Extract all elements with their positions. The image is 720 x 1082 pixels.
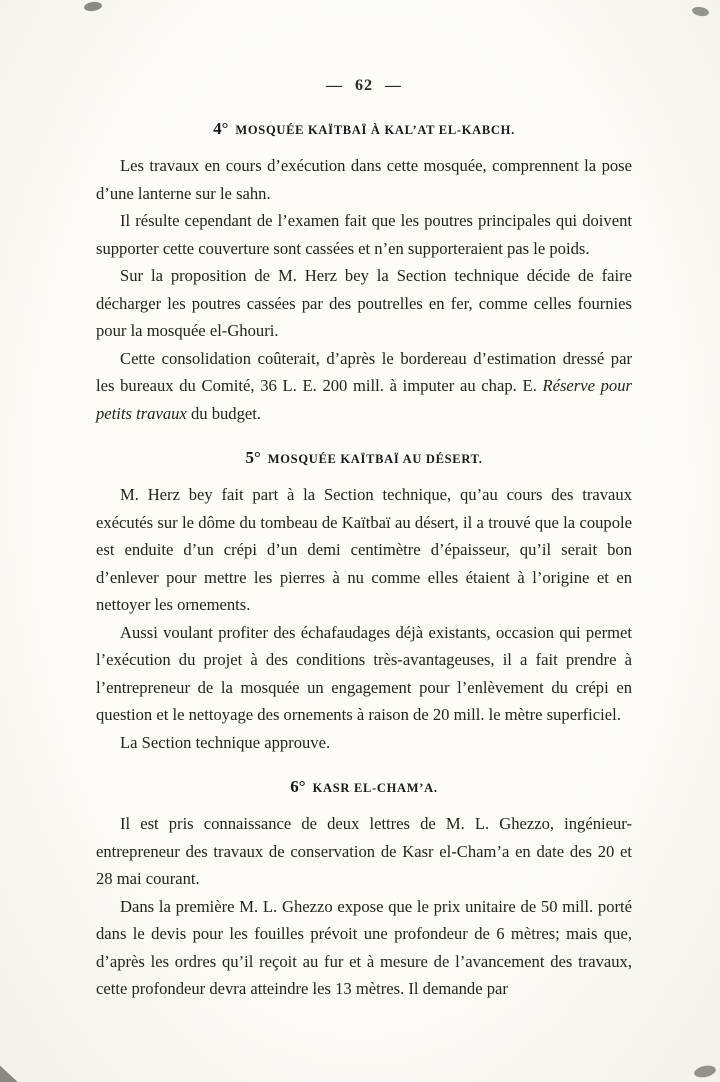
- section-heading: [96, 116, 632, 141]
- paragraph: Dans la première M. L. Ghezzo expose que le prix unitaire de 50 mill. porté dans le devis pour les fouilles prévoit une profondeur de 6 mètres; mais que, d’après les ordres qu’il reçoit au fur et à mesure de l’avancement des travaux, cette profondeur devra atteindre les 13 mètres. Il demande par: [96, 896, 632, 998]
- section-title: KASR EL-CHAM’A.: [312, 781, 438, 795]
- paragraph: Les travaux en cours d’exécution dans cette mosquée, comprennent la pose d’une lanterne sur le sahn.: [96, 156, 632, 203]
- paragraph-text: du budget.: [186, 403, 261, 423]
- section-heading: [96, 774, 632, 799]
- page-content: [96, 74, 632, 1003]
- paragraph: Aussi voulant profiter des échafaudages déjà existants, occasion qui permet l’exécution du projet à des conditions très-avantageuses, il a fait prendre à l’entrepreneur de la mosquée un engagement pour l’enlèvement du crépi en question et le nettoyage des ornements à raison de 20 mill. le mètre superficiel.: [96, 622, 632, 724]
- section-number: 4°: [213, 119, 229, 138]
- section-title: MOSQUÉE KAÏTBAÏ AU DÉSERT.: [267, 452, 483, 466]
- section-title: MOSQUÉE KAÏTBAÏ À KAL’AT EL-KABCH.: [235, 123, 515, 137]
- section-mosquee-kaitbai-au-desert: [96, 445, 632, 756]
- paragraph: M. Herz bey fait part à la Section technique, qu’au cours des travaux exécutés sur le dôme du tombeau de Kaïtbaï au désert, il a trouvé que la coupole est enduite d’un crépi d’un demi centimètre d’épaisseur, qu’il serait bon d’enlever pour mettre les pierres à nu comme elles étaient à l’origine et en nettoyer les ornements.: [96, 485, 632, 614]
- section-number: 6°: [290, 777, 306, 796]
- scan-corner-mark: [83, 1, 102, 12]
- paragraph: Il résulte cependant de l’examen fait que les poutres principales qui doivent supporter cette couverture sont cassées et n’en supporteraient pas le poids.: [96, 211, 632, 258]
- section-kasr-el-chama: [96, 774, 632, 1003]
- paragraph: Il est pris connaissance de deux lettres de M. L. Ghezzo, ingénieur-entrepreneur des travaux de conservation de Kasr el-Cham’a en date des 20 et 28 mai courant.: [96, 814, 632, 888]
- paragraph: La Section technique approuve.: [120, 732, 331, 752]
- section-number: 5°: [245, 448, 261, 467]
- page-number: — 62 —: [326, 77, 402, 94]
- section-mosquee-kaitbai-kalat-el-kabch: [96, 116, 632, 427]
- scan-corner-mark: [691, 6, 709, 18]
- section-heading: [96, 445, 632, 470]
- scan-corner-mark: [693, 1064, 717, 1079]
- paragraph-text: Cette consolidation coûterait, d’après le bordereau d’estimation dressé par les bureaux du Comité, 36 L. E. 200 mill. à imputer au chap. E.: [96, 348, 632, 395]
- scan-corner-mark: [0, 1062, 20, 1082]
- paragraph-budget: [96, 345, 632, 428]
- budget-line-reference: Réserve pour petits travaux: [96, 376, 632, 423]
- paragraph: Sur la proposition de M. Herz bey la Section technique décide de faire décharger les poutres cassées par des poutrelles en fer, comme celles fournies pour la mosquée el-Ghouri.: [96, 266, 632, 340]
